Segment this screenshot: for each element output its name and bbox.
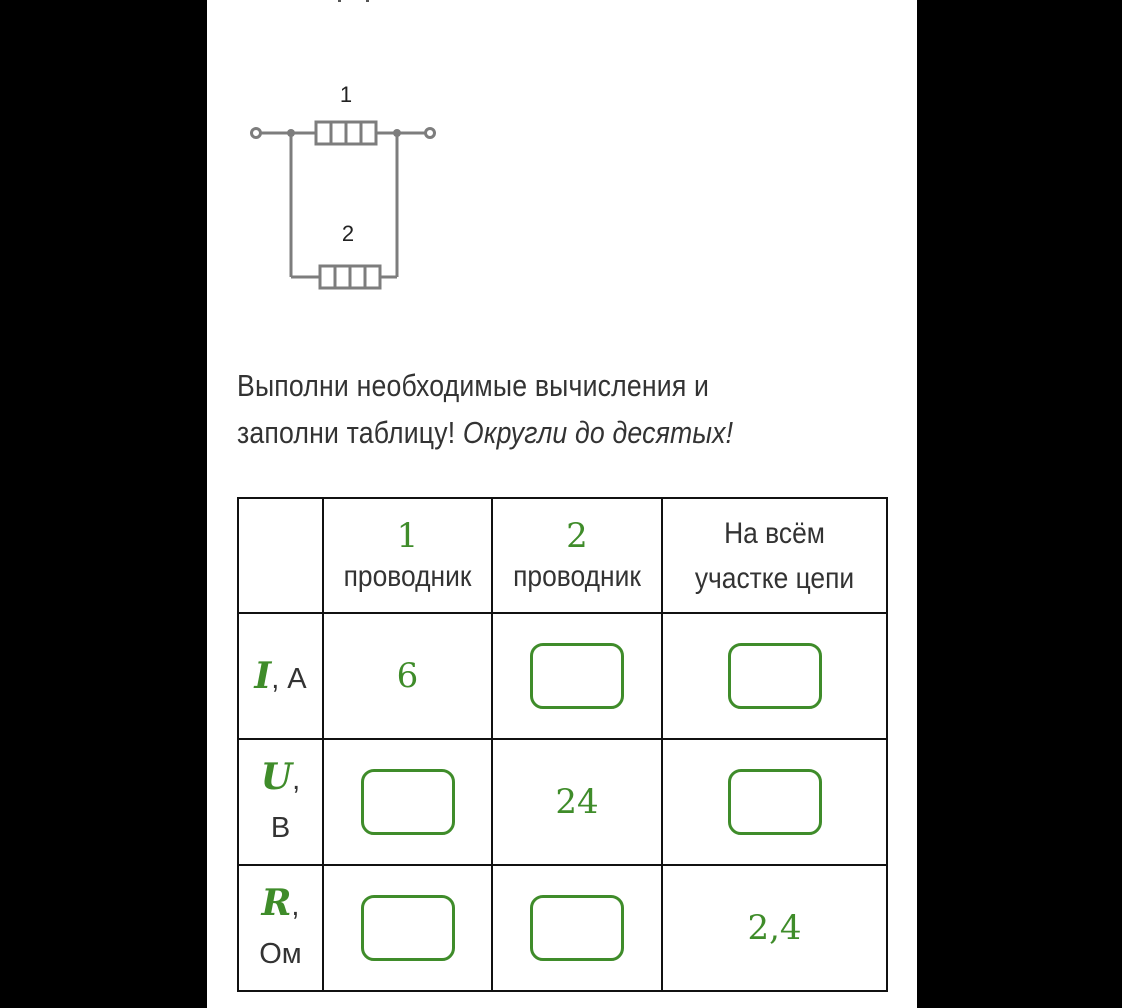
- task-instructions: [237, 362, 805, 456]
- header-line-2: участке цепи: [694, 561, 855, 595]
- row-label-resistance: [238, 865, 323, 991]
- answer-input-current-total[interactable]: [728, 643, 822, 709]
- answer-input-voltage-total[interactable]: [728, 769, 822, 835]
- resistor-1-label: 1: [339, 82, 353, 107]
- unit-label: В: [270, 811, 291, 844]
- cell-resistance-total: [662, 865, 887, 991]
- cell-resistance-conductor-1: [323, 865, 492, 991]
- quantity-symbol: U: [260, 755, 293, 798]
- row-label-voltage: [238, 739, 323, 865]
- given-value: 24: [555, 782, 599, 822]
- quantity-symbol: I: [254, 655, 272, 697]
- cell-voltage-conductor-2: [492, 739, 662, 865]
- unit-label: , А: [271, 663, 307, 695]
- answer-input-voltage-1[interactable]: [361, 769, 455, 835]
- task-text: Выполни необходимые вычисления и заполни таблицу!: [237, 368, 710, 450]
- cell-current-conductor-1: [323, 613, 492, 739]
- cell-current-conductor-2: [492, 613, 662, 739]
- answer-table: [237, 497, 888, 992]
- header-number: 2: [566, 515, 588, 556]
- answer-input-current-2[interactable]: [530, 643, 624, 709]
- quantity-symbol: R: [261, 881, 292, 924]
- header-number: 1: [396, 515, 419, 556]
- table-row-resistance: [238, 865, 887, 991]
- table-header-row: [238, 498, 887, 613]
- header-conductor-1: [323, 498, 492, 613]
- answer-input-resistance-2[interactable]: [530, 895, 624, 961]
- task-rounding-note: Округли до десятых!: [462, 415, 734, 450]
- header-conductor-2: [492, 498, 662, 613]
- given-value: 6: [396, 656, 419, 696]
- header-line-1: На всём: [724, 516, 825, 550]
- cropped-text-fragment: [336, 0, 376, 6]
- row-label-current: [238, 613, 323, 739]
- parallel-circuit-diagram: [240, 78, 450, 298]
- given-value: 2,4: [747, 908, 802, 948]
- cell-voltage-total: [662, 739, 887, 865]
- table-row-voltage: [238, 739, 887, 865]
- unit-label: Ом: [259, 937, 302, 970]
- unit-comma: ,: [291, 889, 300, 922]
- header-word: проводник: [513, 559, 641, 593]
- answer-input-resistance-1[interactable]: [361, 895, 455, 961]
- resistor-2-label: 2: [341, 221, 355, 246]
- cell-current-total: [662, 613, 887, 739]
- unit-comma: ,: [292, 763, 301, 796]
- header-corner-cell: [238, 498, 323, 613]
- cell-voltage-conductor-1: [323, 739, 492, 865]
- table-row-current: [238, 613, 887, 739]
- cell-resistance-conductor-2: [492, 865, 662, 991]
- header-whole-circuit: [662, 498, 887, 613]
- header-word: проводник: [343, 559, 472, 593]
